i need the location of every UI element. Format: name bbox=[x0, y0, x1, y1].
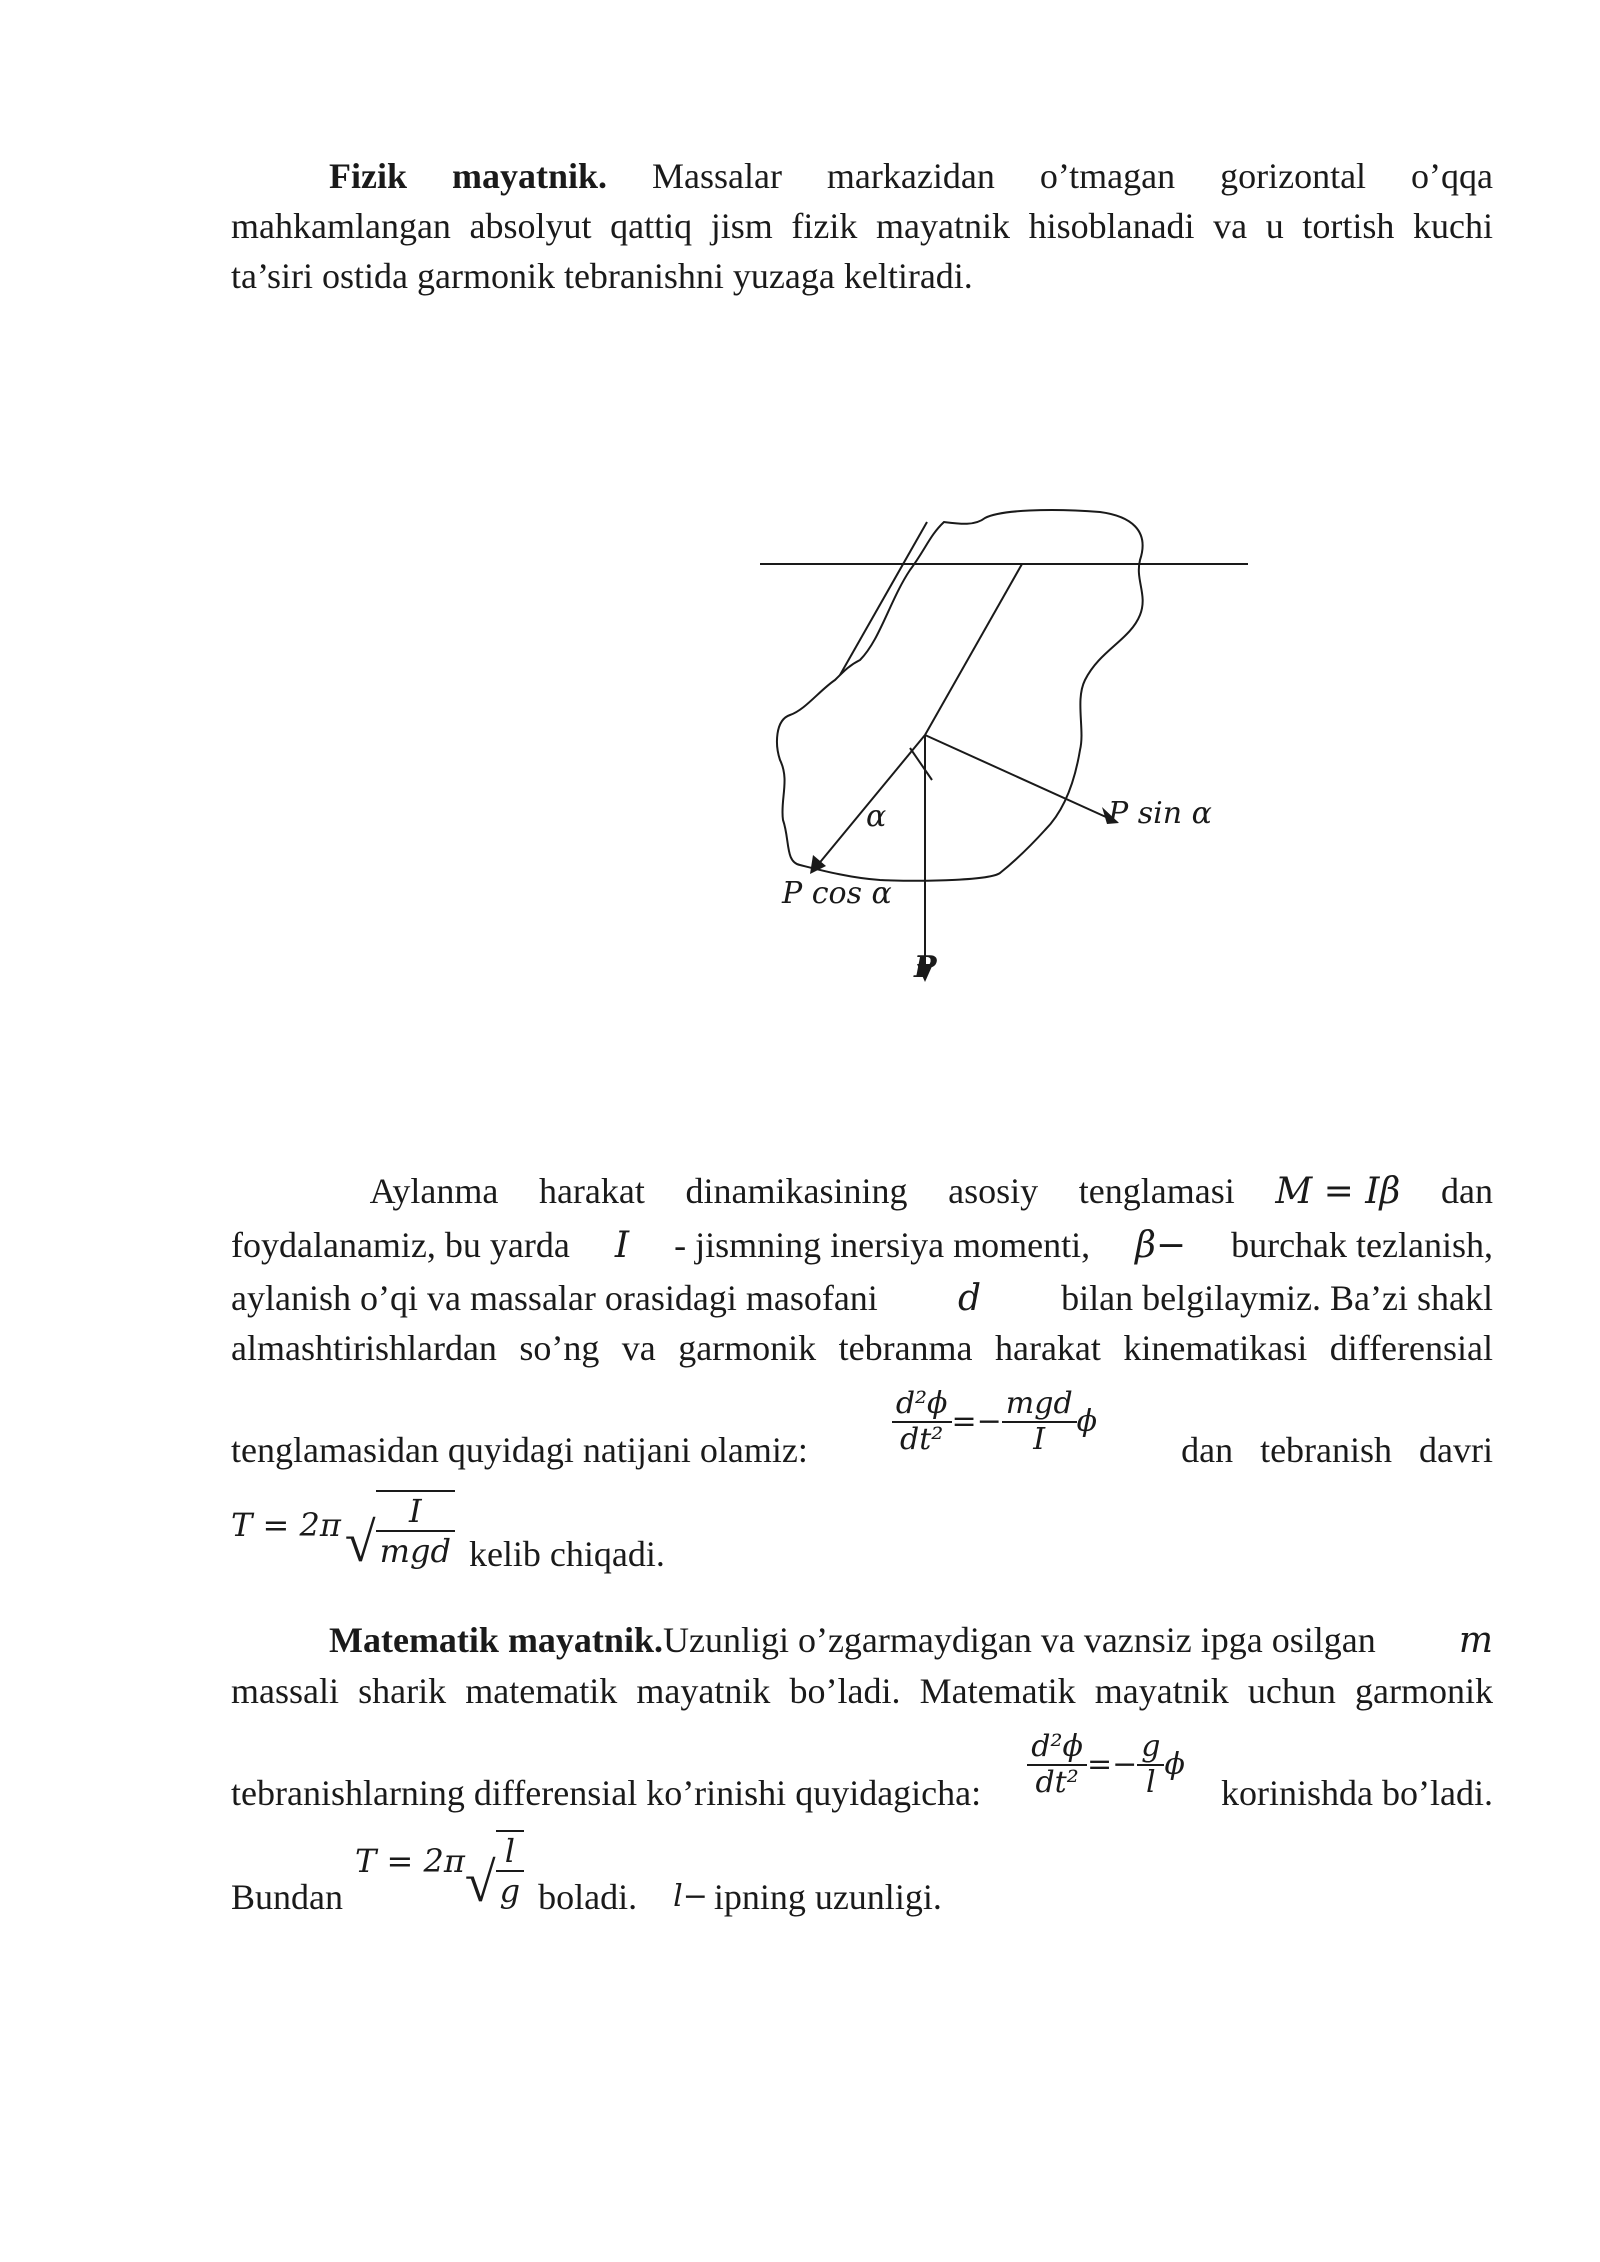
fraction-denominator: dt² bbox=[1035, 1765, 1079, 1800]
math-line-3-b: korinishda bo’ladi. bbox=[1221, 1773, 1493, 1813]
fraction-numerator: l bbox=[496, 1832, 524, 1872]
dynamics-line-3-b: bilan belgilaymiz. Ba’zi shakl bbox=[1061, 1278, 1493, 1318]
intro-heading: Fizik mayatnik. bbox=[329, 156, 607, 196]
intro-line-3: ta’siri ostida garmonik tebranishni yuzaga keltiradi. bbox=[231, 256, 973, 296]
math-oscillation-equation bbox=[1027, 1730, 1185, 1800]
dynamics-line-6-end: kelib chiqadi. bbox=[468, 1534, 665, 1574]
intro-line-2: mahkamlangan absolyut qattiq jism fizik mayatnik hisoblanadi va u tortish kuchi bbox=[231, 206, 1493, 246]
word-5: tenglamasi bbox=[1078, 1171, 1235, 1211]
word-4: asosiy bbox=[948, 1171, 1039, 1211]
math-line-2: massali sharik matematik mayatnik bo’ladi. Matematik mayatnik uchun garmonik bbox=[231, 1671, 1493, 1711]
math-line-3 bbox=[231, 1728, 1493, 1818]
right-angle-tick bbox=[910, 748, 932, 780]
symbol-l: l− bbox=[673, 1879, 708, 1914]
symbol-beta: β− bbox=[1135, 1225, 1187, 1266]
dynamics-line-2-c: burchak tezlanish, bbox=[1231, 1225, 1493, 1265]
math-period-line bbox=[231, 1830, 942, 1922]
rod-right-line bbox=[925, 564, 1022, 735]
symbol-m: m bbox=[1458, 1620, 1493, 1661]
dynamics-line-2-b: - jismning inersiya momenti, bbox=[674, 1225, 1091, 1265]
intro-line-1 bbox=[231, 151, 1493, 201]
fraction-numerator: g bbox=[1137, 1730, 1164, 1766]
alpha-label: α bbox=[866, 799, 887, 834]
rigid-body-outline bbox=[777, 510, 1143, 881]
intro-line-1-rest: Massalar markazidan o’tmagan gorizontal o’qqa bbox=[607, 156, 1493, 196]
math-line-1-rest: Uzunligi o’zgarmaydigan va vaznsiz ipga osilgan bbox=[662, 1620, 1376, 1660]
equals-minus: =− bbox=[951, 1404, 1002, 1439]
symbol-phi: ϕ bbox=[1164, 1747, 1185, 1782]
equals-minus: =− bbox=[1086, 1747, 1138, 1782]
fraction-numerator: d²ϕ bbox=[892, 1387, 952, 1423]
fraction-d2phi-dt2 bbox=[1027, 1730, 1087, 1800]
dynamics-line-5-b: dan tebranish davri bbox=[1181, 1430, 1493, 1470]
fraction-denominator: dt² bbox=[900, 1422, 944, 1457]
dynamics-line-4: almashtirishlardan so’ng va garmonik tebranma harakat kinematikasi differensial bbox=[231, 1328, 1493, 1368]
p-label: P bbox=[914, 950, 937, 985]
math-heading: Matematik mayatnik. bbox=[329, 1620, 663, 1660]
symbol-d: d bbox=[957, 1278, 981, 1319]
dynamics-line-3-a: aylanish o’qi va massalar orasidagi masofani bbox=[231, 1278, 878, 1318]
fraction-mgd-i bbox=[1002, 1387, 1077, 1457]
fraction-denominator: g bbox=[499, 1872, 521, 1910]
math-line-4-a: Bundan bbox=[231, 1877, 343, 1917]
math-line-1 bbox=[231, 1615, 1493, 1666]
fraction-denominator: mgd bbox=[379, 1532, 451, 1570]
period-lhs: T = 2π bbox=[231, 1506, 341, 1544]
equation-m-i-beta: M = Iβ bbox=[1275, 1171, 1401, 1212]
dynamics-line-1 bbox=[231, 1166, 1493, 1217]
word-1: Aylanma bbox=[369, 1171, 499, 1211]
dynamics-line-2-a: foydalanamiz, bu yarda bbox=[231, 1225, 570, 1265]
fraction-numerator: d²ϕ bbox=[1027, 1730, 1087, 1766]
math-period-formula bbox=[355, 1830, 524, 1918]
period-formula-line bbox=[231, 1490, 665, 1578]
dynamics-line-3 bbox=[231, 1273, 1493, 1324]
symbol-i: I bbox=[614, 1225, 630, 1266]
fraction-numerator: mgd bbox=[1002, 1387, 1077, 1423]
period-lhs: T = 2π bbox=[355, 1842, 465, 1880]
fraction-d2phi-dt2 bbox=[892, 1387, 952, 1457]
intro-line-1-text bbox=[329, 151, 1493, 201]
rod-left-line bbox=[840, 522, 927, 675]
pcos-label: P cos α bbox=[782, 876, 892, 911]
dynamics-line-5-a: tenglamasidan quyidagi natijani olamiz: bbox=[231, 1430, 808, 1470]
math-line-4-c: ipning uzunligi. bbox=[713, 1877, 942, 1917]
word-dan: dan bbox=[1440, 1171, 1493, 1211]
psin-label: P sin α bbox=[1108, 796, 1212, 831]
math-line-3-a: tebranishlarning differensial ko’rinishi quyidagicha: bbox=[231, 1773, 982, 1813]
indent-spacer bbox=[231, 151, 329, 201]
fraction-denominator: I bbox=[1033, 1422, 1046, 1457]
fraction-g-l bbox=[1137, 1730, 1164, 1800]
fraction-i-mgd bbox=[376, 1490, 455, 1570]
word-3: dinamikasining bbox=[685, 1171, 908, 1211]
symbol-phi: ϕ bbox=[1076, 1404, 1098, 1439]
fraction-denominator: l bbox=[1146, 1765, 1156, 1800]
fraction-numerator: I bbox=[376, 1492, 455, 1532]
dynamics-line-5 bbox=[231, 1385, 1493, 1475]
dynamics-line-2 bbox=[231, 1220, 1493, 1271]
math-line-4-b: boladi. bbox=[538, 1877, 638, 1917]
psin-vector-line bbox=[925, 735, 1117, 822]
fraction-l-g bbox=[496, 1830, 524, 1910]
sqrt-symbol: √ bbox=[344, 1512, 376, 1574]
oscillation-equation bbox=[892, 1387, 1097, 1457]
sqrt-symbol: √ bbox=[464, 1852, 496, 1914]
word-2: harakat bbox=[538, 1171, 645, 1211]
